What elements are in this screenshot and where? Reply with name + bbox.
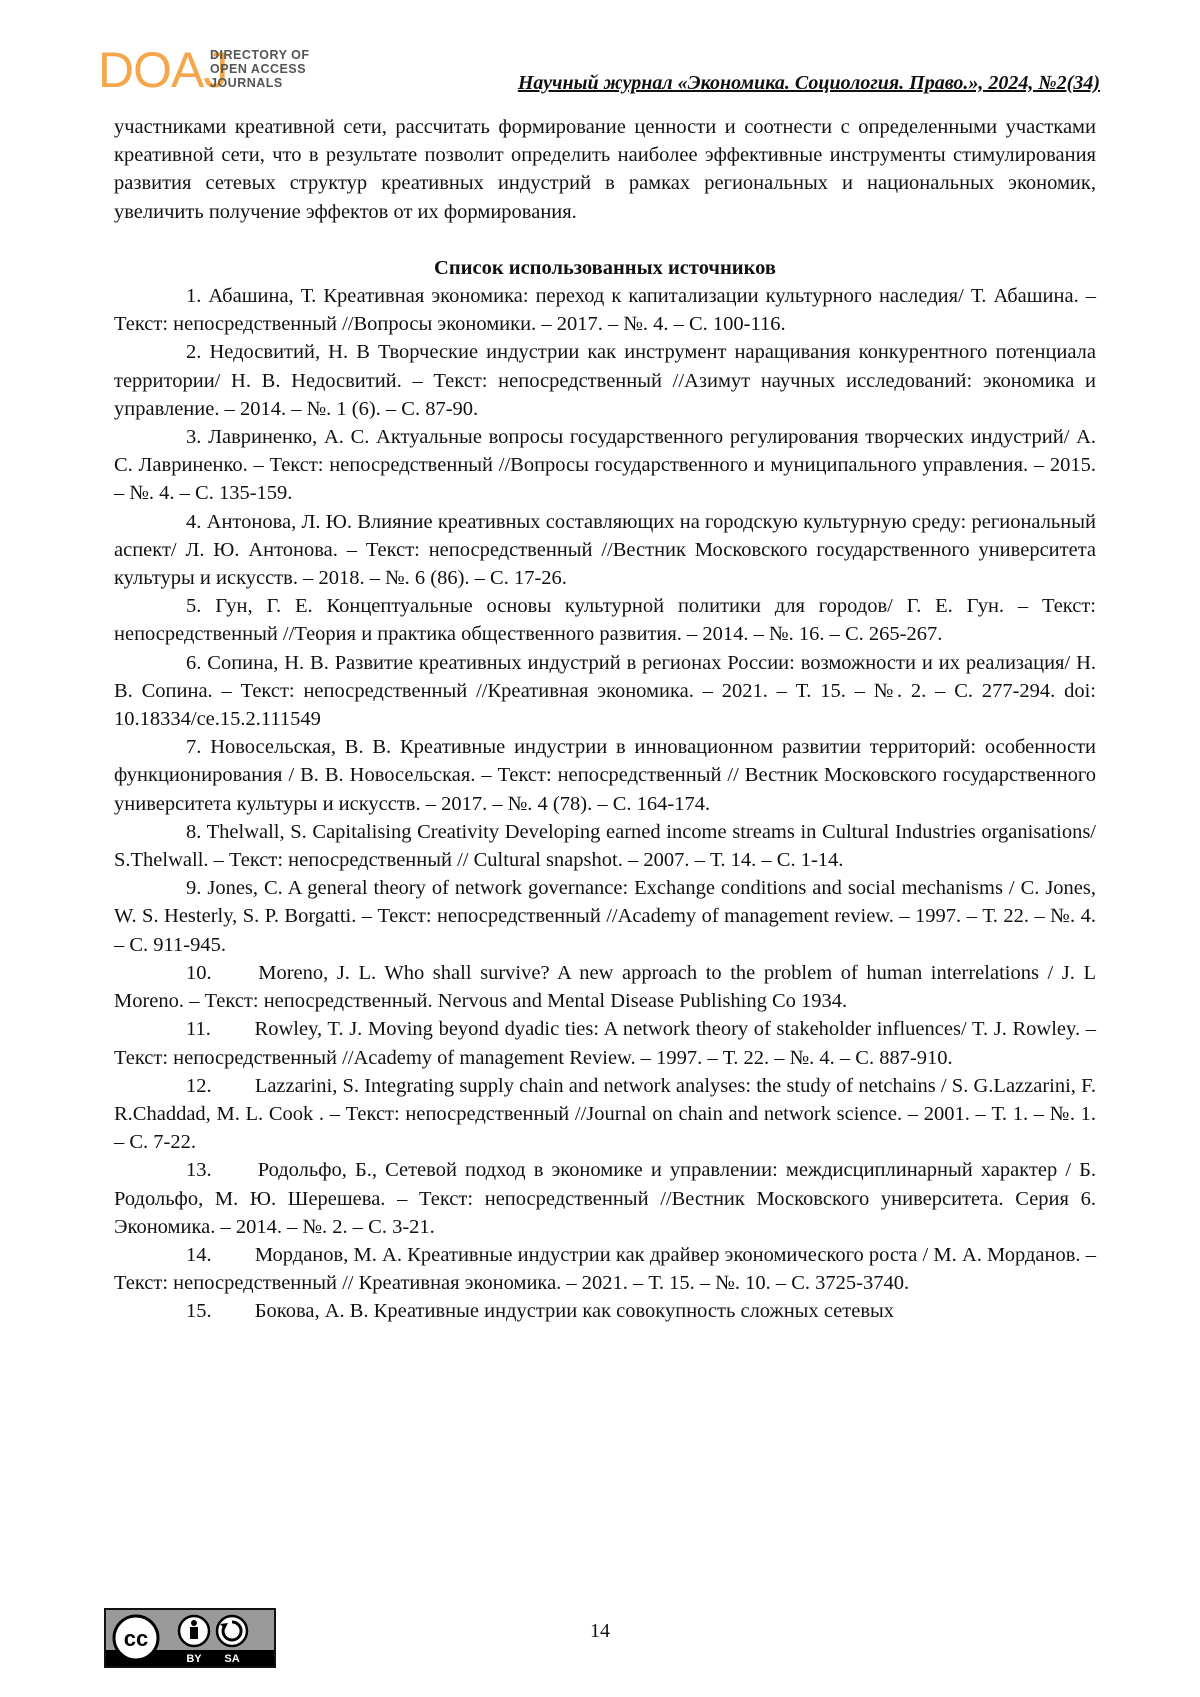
reference-text: Недосвитий, Н. В Творческие индустрии как инструмент наращивания конкурентного потенциала территории/ Н. В. Недосвитий. – Текст: непосредственный //Азимут научных исследований: экономика и управление. – 2014. – №. 1 (6). – С. 87-90. [114, 341, 1097, 420]
reference-item [114, 1297, 1096, 1325]
page-content [114, 113, 1096, 1326]
reference-item [114, 592, 1096, 648]
reference-number: 6. [186, 651, 202, 674]
reference-text: Thelwall, S. Capitalising Creativity Developing earned income streams in Cultural Industries organisations/ S.Thelwall. – Текст: непосредственный // Cultural snapshot. – 2007. – Т. 14. – С. 1-14. [114, 820, 1096, 872]
reference-text: Rowley, T. J. Moving beyond dyadic ties: A network theory of stakeholder influences/ T. J. Rowley. – Текст: непосредственный //Academy of management Review. – 1997. – Т. 22. – №. 4. – С. 887-910. [114, 1018, 1096, 1069]
doaj-logo-subtitle [210, 48, 310, 90]
doaj-logo-line: JOURNALS [210, 76, 283, 90]
reference-number: 2. [186, 341, 202, 364]
reference-item [114, 338, 1096, 423]
doaj-logo [98, 44, 328, 98]
reference-text: Moreno, J. L. Who shall survive? A new approach to the problem of human interrelations / J. L Moreno. – Текст: непосредственный. Nervous and Mental Disease Publishing Co 1934. [114, 961, 1097, 1013]
reference-text: Антонова, Л. Ю. Влияние креативных составляющих на городскую культурную среду: региональный аспект/ Л. Ю. Антонова. – Текст: непосредственный //Вестник Московского государственного университета культуры и искусств. – 2018. – №. 6 (86). – С. 17-26. [114, 510, 1096, 590]
reference-number: 1. [186, 285, 202, 308]
reference-text: Jones, C. A general theory of network governance: Exchange conditions and social mechanisms / C. Jones, W. S. Hesterly, S. P. Borgatti. – Текст: непосредственный //Academy of management review. – 1997. – Т. 22. – №. 4. – С. 911-945. [114, 877, 1097, 956]
reference-item [114, 1156, 1096, 1241]
reference-item [114, 649, 1096, 734]
reference-text: Родольфо, Б., Сетевой подход в экономике и управлении: междисциплинарный характер / Б. Родольфо, М. Ю. Шерешева. – Текст: непосредственный //Вестник Московского университета. Серия 6. Экономика. – 2014. – №. 2. – С. 3-21. [114, 1159, 1096, 1238]
reference-item [114, 1241, 1096, 1297]
intro-paragraph: участниками креативной сети, рассчитать формирование ценности и соотнести с определенными участками креативной сети, что в результате позволит определить наиболее эффективные инструменты стимулирования развития сетевых структур креативных индустрий в рамках региональных и национальных экономик, увеличить получение эффектов от их формирования. [114, 116, 1096, 223]
reference-text: Гун, Г. Е. Концептуальные основы культурной политики для городов/ Г. Е. Гун. – Текст: непосредственный //Теория и практика общественного развития. – 2014. – №. 16. – С. 265-267. [114, 595, 1097, 646]
reference-number: 14. [186, 1243, 212, 1266]
doaj-logo-line: DIRECTORY OF [210, 48, 310, 62]
reference-text: Lazzarini, S. Integrating supply chain and network analyses: the study of netchains / S. G.Lazzarini, F. R.Chaddad, M. L. Cook . – Текст: непосредственный //Journal on chain and network science. – 2001. – Т. 1. – №. 1. – С. 7-22. [114, 1074, 1097, 1154]
reference-text: Морданов, М. А. Креативные индустрии как драйвер экономического роста / М. А. Морданов. – Текст: непосредственный // Креативная экономика. – 2021. – Т. 15. – №. 10. – С. 3725-3740. [114, 1243, 1096, 1295]
reference-item [114, 1072, 1096, 1157]
reference-item [114, 874, 1096, 959]
page-header [98, 44, 1100, 102]
doaj-logo-line: OPEN ACCESS [210, 62, 307, 76]
reference-number: 10. [186, 961, 212, 984]
reference-text: Абашина, Т. Креативная экономика: переход к капитализации культурного наследия/ Т. Абашина. – Текст: непосредственный //Вопросы экономики. – 2017. – №. 4. – С. 100-116. [114, 285, 1096, 336]
references-heading: Список использованных источников [434, 256, 776, 279]
reference-text: Сопина, Н. В. Развитие креативных индустрий в регионах России: возможности и их реализация/ Н. В. Сопина. – Текст: непосредственный //Креативная экономика. – 2021. – Т. 15. – №. 2. – С. 277-294. doi: 10.18334/ce.15.2.111549 [114, 651, 1097, 731]
reference-number: 5. [186, 595, 202, 618]
reference-text: Новосельская, В. В. Креативные индустрии в инновационном развитии территорий: особенности функционирования / В. В. Новосельская. – Текст: непосредственный // Вестник Московского государственного университета культуры и искусств. – 2017. – №. 4 (78). – С. 164-174. [114, 736, 1097, 815]
svg-text:cc: cc [123, 1626, 149, 1651]
reference-item [114, 282, 1096, 338]
reference-item [114, 508, 1096, 593]
doaj-logo-word: DOAJ [98, 42, 228, 98]
journal-title: Научный журнал «Экономика. Социология. Право.», 2024, №2(34) [517, 72, 1100, 94]
reference-number: 11. [186, 1018, 211, 1041]
reference-item [114, 959, 1096, 1015]
reference-number: 8. [186, 820, 202, 843]
reference-item [114, 423, 1096, 508]
page-number: 14 [590, 1620, 610, 1642]
reference-number: 9. [186, 877, 202, 900]
reference-number: 3. [186, 426, 202, 449]
reference-item [114, 818, 1096, 874]
license-by-label: BY [186, 1653, 202, 1665]
reference-number: 15. [186, 1300, 212, 1323]
reference-item [114, 733, 1096, 818]
reference-number: 4. [186, 510, 202, 533]
reference-list [114, 282, 1096, 1326]
reference-text: Бокова, А. В. Креативные индустрии как совокупность сложных сетевых [254, 1300, 895, 1323]
reference-number: 12. [186, 1074, 212, 1097]
reference-text: Лавриненко, А. С. Актуальные вопросы государственного регулирования творческих индустрий/ А. С. Лавриненко. – Текст: непосредственный //Вопросы государственного и муниципального управления. – 2015. – №. 4. – С. 135-159. [114, 426, 1097, 505]
reference-number: 7. [186, 736, 202, 759]
reference-item [114, 1015, 1096, 1071]
reference-number: 13. [186, 1159, 212, 1182]
license-sa-label: SA [224, 1653, 240, 1665]
